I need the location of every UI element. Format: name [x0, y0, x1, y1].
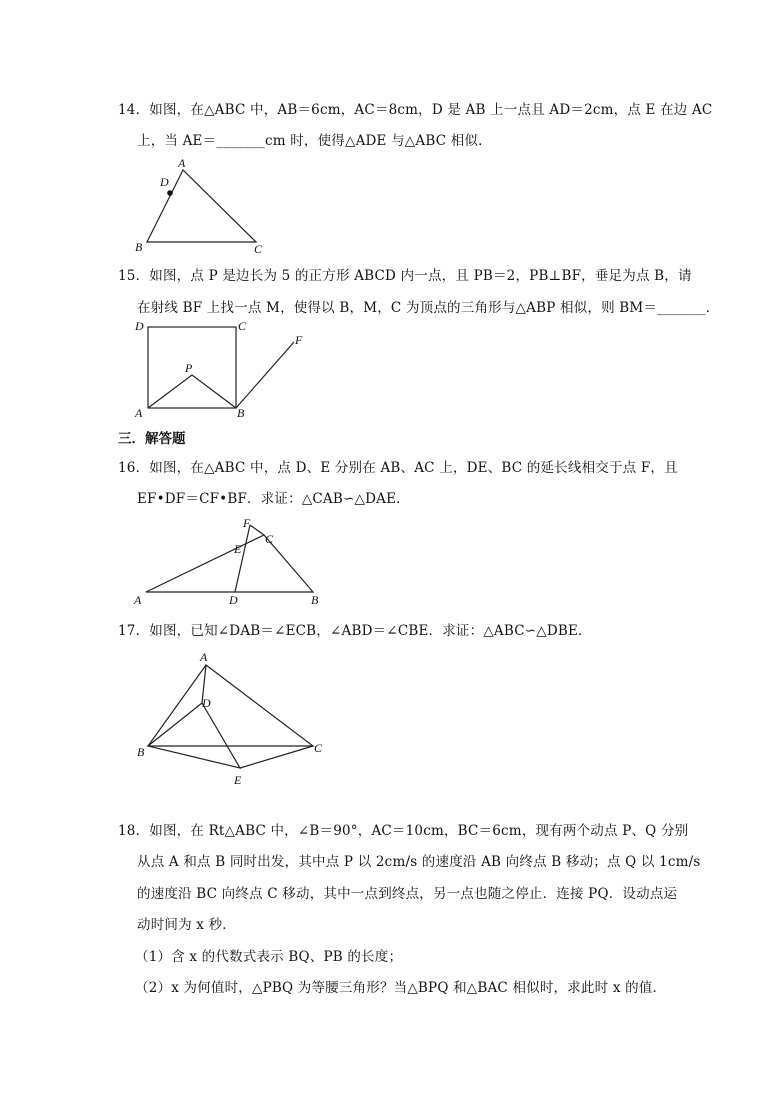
q14-label-b: B [135, 240, 143, 254]
q14-label-a: A [178, 156, 186, 170]
q15-label-d: D [135, 319, 144, 333]
q15-line1: 15．如图，点 P 是边长为 5 的正方形 ABCD 内一点，且 PB＝2，PB⊥BF，垂足为点 B，请 [118, 268, 692, 284]
q16-triangle-abc [146, 535, 313, 592]
q18-line4: 动时间为 x 秒． [137, 917, 236, 933]
q18-line3: 的速度沿 BC 向终点 C 移动，其中一点到终点，另一点也随之停止．连接 PQ．设动点运 [137, 886, 678, 902]
q16-triangle-figure [130, 515, 330, 610]
q16-label-b: B [311, 593, 319, 607]
q16-label-a: A [134, 593, 142, 607]
q17-triangle-abc [148, 665, 313, 746]
q16-line-cf [250, 525, 264, 535]
q14-label-d: D [160, 175, 169, 189]
q14-triangle-figure [130, 155, 280, 255]
q18-part1: （1）含 x 的代数式表示 BQ、PB 的长度； [135, 949, 403, 965]
q14-point-d [167, 190, 173, 196]
q15-label-c: C [238, 319, 247, 333]
q17-label-d: D [202, 696, 211, 710]
q15-segment-apb [148, 375, 236, 408]
q16-line-df [235, 525, 250, 592]
q16-line2: EF•DF＝CF•BF．求证：△CAB∽△DAE． [137, 491, 410, 507]
q18-line2: 从点 A 和点 B 同时出发，其中点 P 以 2cm/s 的速度沿 AB 向终点 B 移动；点 Q 以 1cm/s [137, 854, 701, 870]
q17-line1: 17．如图，已知∠DAB＝∠ECB，∠ABD＝∠CBE．求证：△ABC∽△DBE． [118, 623, 592, 639]
q15-label-f: F [295, 333, 303, 347]
section-heading: 三．解答题 [118, 431, 186, 447]
q17-figure [130, 645, 330, 790]
q16-label-c: C [265, 532, 274, 546]
q17-label-a: A [200, 650, 208, 664]
q17-label-e: E [234, 773, 242, 787]
q16-line1: 16．如图，在△ABC 中，点 D、E 分别在 AB、AC 上，DE、BC 的延长线相交于点 F，且 [118, 460, 678, 476]
q17-triangle-dbe [148, 703, 240, 768]
q16-label-e: E [234, 542, 242, 556]
q14-line1: 14．如图，在△ABC 中，AB＝6cm，AC＝8cm，D 是 AB 上一点且 AD＝2cm，点 E 在边 AC [118, 102, 713, 118]
q15-ray-bf [236, 342, 294, 408]
q15-label-p: P [185, 361, 193, 375]
q15-line2: 在射线 BF 上找一点 M，使得以 B，M，C 为顶点的三角形与△ABP 相似，则 BM＝_______． [137, 300, 720, 316]
q16-label-f: F [243, 516, 251, 530]
q18-line1: 18．如图，在 Rt△ABC 中，∠B＝90°，AC＝10cm，BC＝6cm，现有两个动点 P、Q 分别 [118, 823, 689, 839]
q17-label-c: C [314, 741, 323, 755]
q14-line2: 上，当 AE＝_______cm 时，使得△ADE 与△ABC 相似． [137, 133, 492, 149]
q15-square-figure [130, 320, 320, 425]
q15-label-b: B [237, 406, 245, 420]
q17-label-b: B [137, 745, 145, 759]
q16-label-d: D [229, 593, 238, 607]
q18-part2: （2）x 为何值时，△PBQ 为等腰三角形？当△BPQ 和△BAC 相似时，求此时 x 的值． [135, 980, 667, 996]
q15-label-a: A [135, 406, 143, 420]
q14-label-c: C [254, 242, 263, 256]
q17-line-ec [240, 746, 313, 768]
